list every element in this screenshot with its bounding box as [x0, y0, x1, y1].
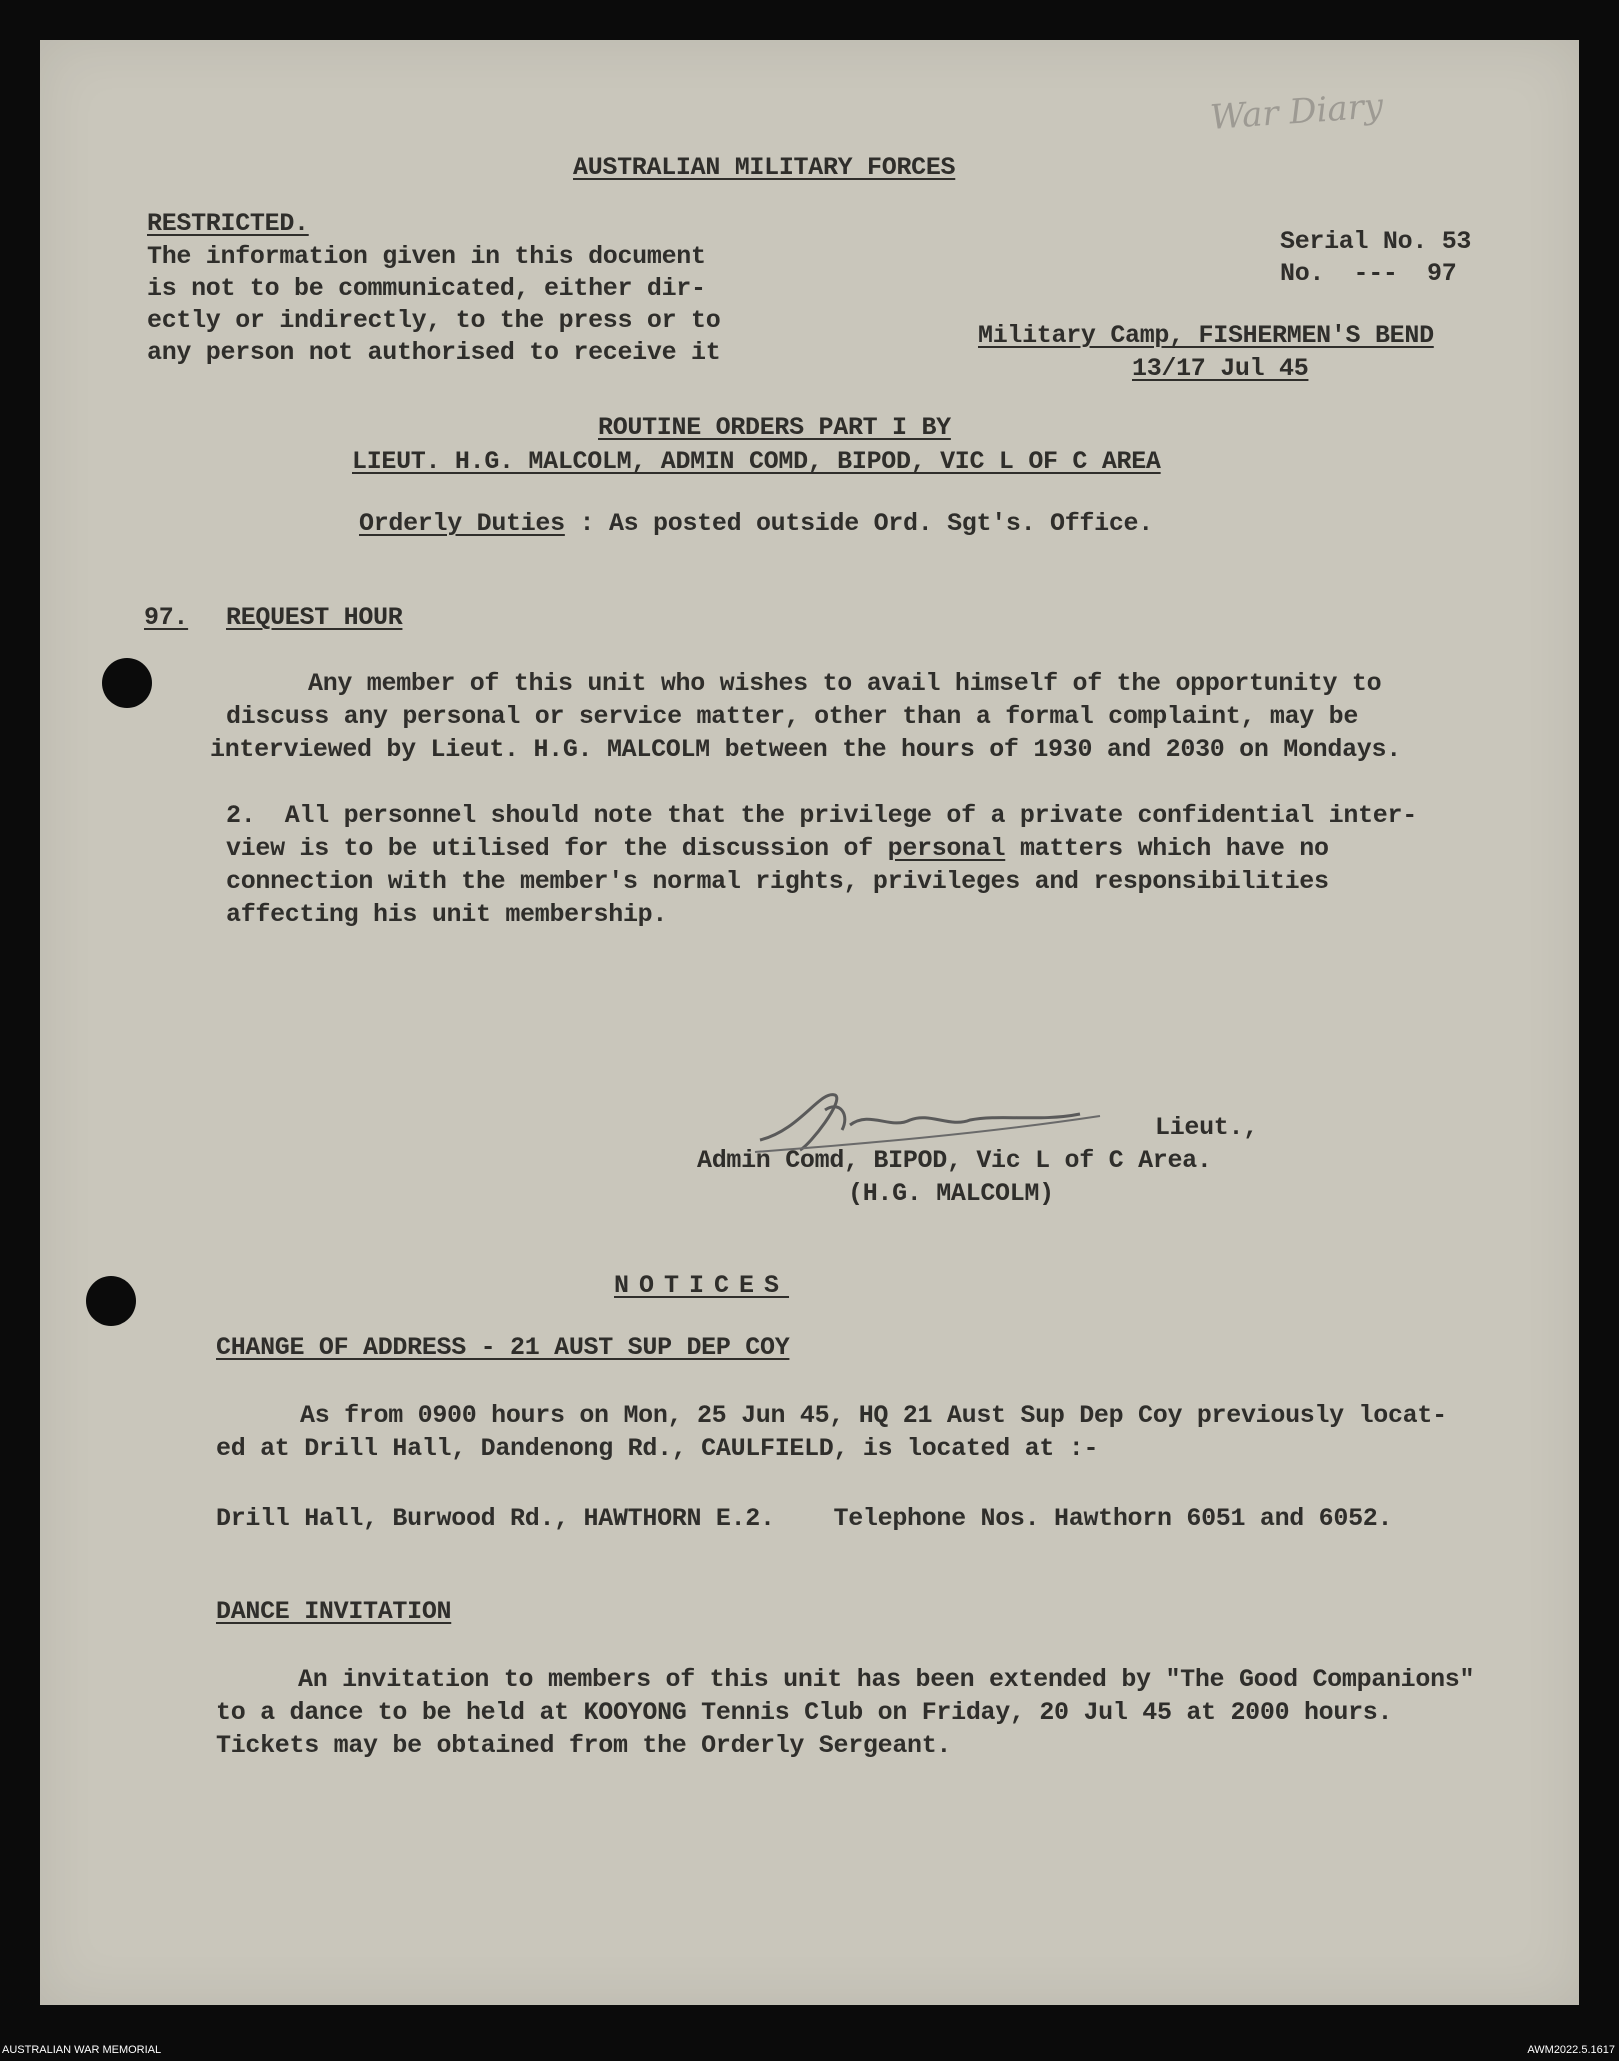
item-number: 97.: [144, 603, 189, 632]
footer-accession-number: AWM2022.5.1617: [1527, 2044, 1615, 2056]
order-date: 13/17 Jul 45: [1132, 354, 1309, 383]
location: Military Camp, FISHERMEN'S BEND: [978, 321, 1434, 350]
paragraph-line: ed at Drill Hall, Dandenong Rd., CAULFIELD, is located at :-: [216, 1434, 1099, 1463]
notices-title: NOTICES: [614, 1271, 790, 1300]
signatory-name: (H.G. MALCOLM): [848, 1179, 1054, 1208]
dance-invitation-heading: DANCE INVITATION: [216, 1597, 452, 1626]
document-title: AUSTRALIAN MILITARY FORCES: [573, 153, 956, 182]
paragraph-line: to a dance to be held at KOOYONG Tennis Club on Friday, 20 Jul 45 at 2000 hours.: [216, 1698, 1393, 1727]
restricted-line: ectly or indirectly, to the press or to: [147, 306, 721, 335]
orders-title: ROUTINE ORDERS PART I BY: [598, 413, 951, 442]
handwritten-note: War Diary: [1208, 86, 1385, 138]
paragraph-line: interviewed by Lieut. H.G. MALCOLM between the hours of 1930 and 2030 on Mondays.: [210, 735, 1401, 764]
document-page: [40, 40, 1579, 2005]
paragraph-line-start: view is to be utilised for the discussion of: [226, 834, 888, 863]
restricted-label: RESTRICTED.: [147, 209, 309, 238]
order-number: No. --- 97: [1280, 259, 1457, 288]
orderly-duties-label: Orderly Duties: [359, 509, 565, 538]
signatory-appointment: Admin Comd, BIPOD, Vic L of C Area.: [697, 1146, 1212, 1175]
paragraph-line: discuss any personal or service matter, other than a formal complaint, may be: [226, 702, 1359, 731]
paragraph-line: affecting his unit membership.: [226, 900, 668, 929]
paragraph-line-end: matters which have no: [1005, 834, 1329, 863]
orderly-duties: [359, 508, 1153, 540]
restricted-line: The information given in this document: [147, 242, 706, 271]
restricted-line: is not to be communicated, either dir-: [147, 274, 706, 303]
paragraph-line: Any member of this unit who wishes to avail himself of the opportunity to: [308, 669, 1382, 698]
paragraph-line: Tickets may be obtained from the Orderly Sergeant.: [216, 1731, 952, 1760]
paragraph-line: As from 0900 hours on Mon, 25 Jun 45, HQ 21 Aust Sup Dep Coy previously locat-: [300, 1401, 1447, 1430]
punch-hole-top: [102, 658, 152, 708]
change-of-address-heading: CHANGE OF ADDRESS - 21 AUST SUP DEP COY: [216, 1333, 790, 1362]
paragraph-line: [226, 833, 1329, 865]
signatory-rank: Lieut.,: [1155, 1113, 1258, 1142]
restricted-line: any person not authorised to receive it: [147, 338, 721, 367]
paragraph-line: An invitation to members of this unit has been extended by "The Good Companions": [298, 1665, 1475, 1694]
serial-number: Serial No. 53: [1280, 227, 1472, 256]
item-heading: REQUEST HOUR: [226, 603, 403, 632]
paragraph-line: 2. All personnel should note that the privilege of a private confidential inter-: [226, 801, 1417, 830]
orderly-duties-text: : As posted outside Ord. Sgt's. Office.: [564, 509, 1153, 538]
footer-credit: AUSTRALIAN WAR MEMORIAL: [2, 2044, 162, 2056]
paragraph-line: connection with the member's normal rights, privileges and responsibilities: [226, 867, 1329, 896]
underlined-word: personal: [887, 834, 1006, 863]
punch-hole-bottom: [86, 1276, 136, 1326]
new-address: Drill Hall, Burwood Rd., HAWTHORN E.2. Telephone Nos. Hawthorn 6051 and 6052.: [216, 1504, 1393, 1533]
orders-authority: LIEUT. H.G. MALCOLM, ADMIN COMD, BIPOD, VIC L OF C AREA: [352, 447, 1161, 476]
